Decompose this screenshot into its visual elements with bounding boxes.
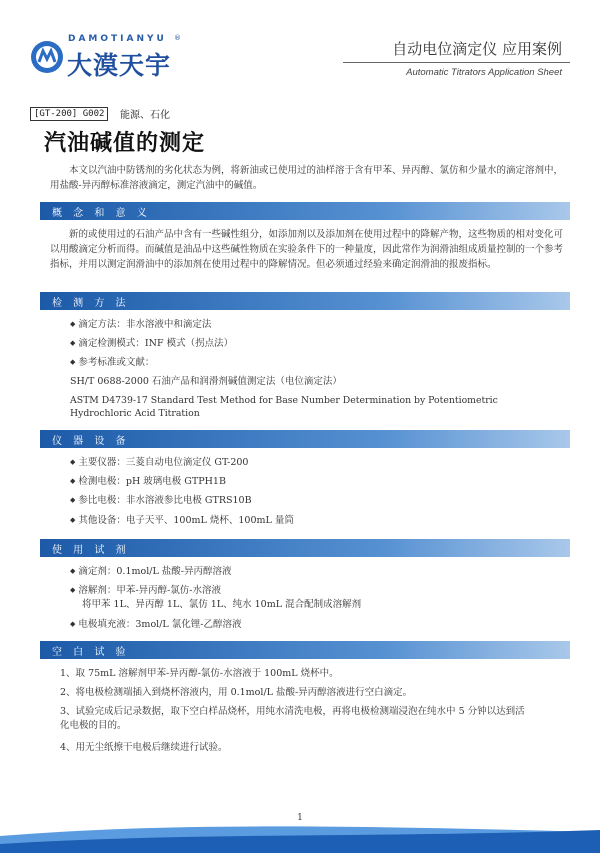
section-header-reagents <box>40 539 570 557</box>
document-code-tag: [GT-200] G002 <box>30 107 108 121</box>
equipment-item: ◆ 其他设备：电子天平、100mL 烧杯、100mL 量筒 <box>70 514 294 528</box>
equipment-item: ◆ 主要仪器：三菱自动电位滴定仪 GT-200 <box>70 456 248 470</box>
section-title: 仪 器 设 备 <box>52 436 130 447</box>
reagent-item: ◆ 溶解剂：甲苯-异丙醇-氯仿-水溶液 <box>70 584 221 598</box>
section-header-overview <box>40 202 570 220</box>
equipment-item: ◆ 参比电极：非水溶液参比电极 GTRS10B <box>70 494 252 508</box>
equipment-item: ◆ 检测电极：pH 玻璃电极 GTPH1B <box>70 475 226 489</box>
reference-standard: ASTM D4739-17 Standard Test Method for Base Number Determination by Potentiometric Hydrochloric Acid Titration <box>70 395 498 419</box>
overview-paragraph: 新的或使用过的石油产品中含有一些碱性组分，如添加剂以及添加剂在使用过程中的降解产物，这些物质的相对变化可以用酸滴定分析而得。而碱值是油品中这些碱性物质在实验条件下的一种量度，因此常作为润滑油组成质量控制的一个参考指标，并用以测定润滑油中的添加剂在使用过程中的降解情况。但必须通过经验来确定润滑油的报废指标。 <box>50 229 564 270</box>
document-title: 汽油碱值的测定 <box>44 131 206 156</box>
method-item: ◆ 滴定方法：非水溶液中和滴定法 <box>70 318 211 332</box>
brand-logo-icon <box>30 40 64 74</box>
section-header-equipment <box>40 430 570 448</box>
document-category: 能源、石化 <box>120 110 170 121</box>
reagent-item: ◆ 滴定剂：0.1mol/L 盐酸-异丙醇溶液 <box>70 565 232 579</box>
header-title-cn: 自动电位滴定仪 应用案例 <box>392 40 562 58</box>
blank-test-step: 1、取 75mL 溶解剂甲苯-异丙醇-氯仿-水溶液于 100mL 烧杯中。 <box>60 668 339 679</box>
intro-paragraph: 本文以汽油中防锈剂的劣化状态为例，将新油或已使用过的油样溶于含有甲苯、异丙醇、氯仿和少量水的滴定溶剂中，用盐酸-异丙醇标准溶液滴定，测定汽油中的碱值。 <box>50 165 564 191</box>
brand-name-en: DAMOTIANYU <box>68 34 167 44</box>
section-header-blank-test <box>40 641 570 659</box>
section-header-method <box>40 292 570 310</box>
section-title: 概 念 和 意 义 <box>52 208 151 219</box>
blank-test-step: 2、将电极检测端插入到烧杯溶液内，用 0.1mol/L 盐酸-异丙醇溶液进行空白滴定。 <box>60 687 413 698</box>
page-number: 1 <box>297 813 303 823</box>
section-title: 空 白 试 验 <box>52 647 130 658</box>
solvent-preparation-note: 将甲苯 1L、异丙醇 1L、氯仿 1L、纯水 10mL 混合配制成溶解剂 <box>82 599 362 610</box>
registered-mark: ® <box>174 34 181 42</box>
blank-test-step: 3、试验完成后记录数据，取下空白样品烧杯，用纯水清洗电极，再将电极检测端浸泡在纯水中 5 分钟以达到活化电极的目的。 <box>60 706 525 731</box>
footer-wave-decoration <box>0 822 600 853</box>
brand-name-cn: 大漠天宇 <box>67 51 172 80</box>
blank-test-step: 4、用无尘纸擦干电极后继续进行试验。 <box>60 742 228 753</box>
reagent-item: ◆ 电极填充液：3mol/L 氯化锂-乙醇溶液 <box>70 618 241 632</box>
section-title: 检 测 方 法 <box>52 298 130 309</box>
method-item: ◆ 参考标准或文献： <box>70 356 154 370</box>
header-divider <box>343 62 570 63</box>
header-title-en: Automatic Titrators Application Sheet <box>406 67 562 78</box>
method-item: ◆ 滴定检测模式：INF 模式（拐点法） <box>70 337 233 351</box>
section-title: 使 用 试 剂 <box>52 545 130 556</box>
reference-standard: SH/T 0688-2000 石油产品和润滑剂碱值测定法（电位滴定法） <box>70 376 342 387</box>
